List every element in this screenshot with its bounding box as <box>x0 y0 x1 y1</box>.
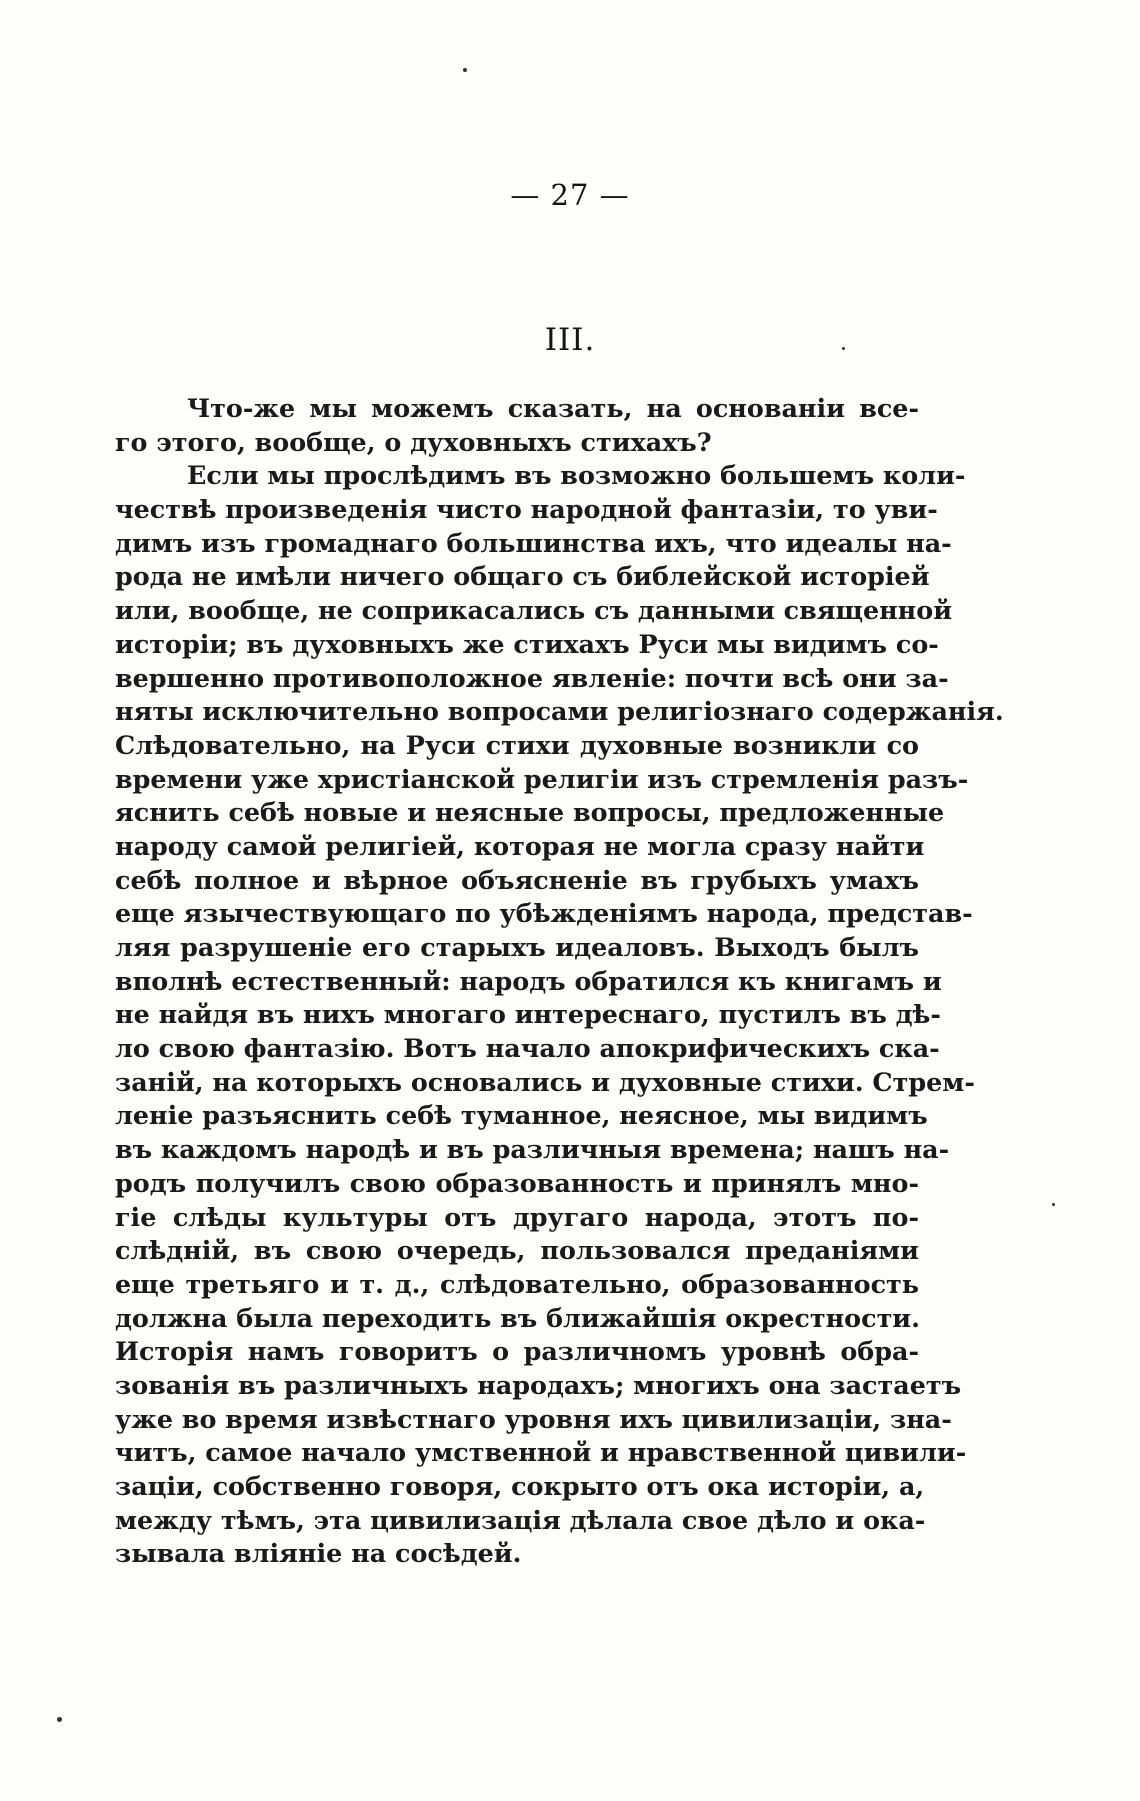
text-line: зывала вліяніе на сосѣдей. <box>115 1538 522 1569</box>
text-line: слѣдній, въ свою очередь, пользовался преданіями <box>115 1235 919 1266</box>
text-line: не найдя въ нихъ многаго интереснаго, пустилъ въ дѣ- <box>115 999 941 1030</box>
text-line: должна была переходить въ ближайшія окрестности. <box>115 1302 920 1333</box>
text-line: леніе разъяснить себѣ туманное, неясное, мы видимъ <box>115 1100 928 1131</box>
text-line: го этого, вообще, о духовныхъ стихахъ? <box>115 426 712 457</box>
scan-speck <box>463 68 467 72</box>
text-line: времени уже христіанской религіи изъ стремленія разъ- <box>115 763 969 794</box>
text-line: зованія въ различныхъ народахъ; многихъ она застаетъ <box>115 1369 962 1400</box>
text-line: Слѣдовательно, на Руси стихи духовные возникли со <box>115 729 919 760</box>
text-line: няты исключительно вопросами религіознаго содержанія. <box>115 696 1004 727</box>
scan-speck <box>1052 1203 1055 1206</box>
text-line: ляя разрушеніе его старыхъ идеаловъ. Выходъ былъ <box>115 932 919 962</box>
text-line: еще язычествующаго по убѣжденіямъ народа, представ- <box>115 898 973 929</box>
section-heading: III. <box>544 322 596 358</box>
text-line: вполнѣ естественный: народъ обратился къ книгамъ и <box>115 965 942 996</box>
text-line: исторіи; въ духовныхъ же стихахъ Руси мы видимъ со- <box>115 628 939 659</box>
text-line: заній, на которыхъ основались и духовные стихи. Стрем- <box>115 1066 975 1097</box>
text-line: Если мы прослѣдимъ въ возможно большемъ коли- <box>187 460 966 491</box>
text-line: гіе слѣды культуры отъ другаго народа, этотъ по- <box>115 1201 919 1232</box>
text-line: или, вообще, не соприкасались съ данными священной <box>115 595 953 626</box>
text-line: еще третьяго и т. д., слѣдовательно, образованность <box>115 1268 919 1299</box>
text-line: чествѣ произведенія чисто народной фантазіи, то уви- <box>115 494 938 525</box>
text-line: въ каждомъ народѣ и въ различныя времена; нашъ на- <box>115 1134 950 1165</box>
text-line: уже во время извѣстнаго уровня ихъ цивилизаціи, зна- <box>115 1403 952 1434</box>
text-line: родъ получилъ свою образованность и принялъ мно- <box>115 1167 919 1198</box>
text-line: заціи, собственно говоря, сокрыто отъ ока исторіи, а, <box>115 1471 925 1501</box>
text-line: ло свою фантазію. Вотъ начало апокрифическихъ ска- <box>115 1033 940 1064</box>
text-line: димъ изъ громаднаго большинства ихъ, что идеалы на- <box>115 527 952 558</box>
text-line: читъ, самое начало умственной и нравственной цивили- <box>115 1437 967 1468</box>
text-line: между тѣмъ, эта цивилизація дѣлала свое дѣло и ока- <box>115 1504 926 1535</box>
text-line: народу самой религіей, которая не могла сразу найти <box>115 830 925 861</box>
text-line: себѣ полное и вѣрное объясненіе въ грубыхъ умахъ <box>115 864 919 895</box>
text-line: Что-же мы можемъ сказать, на основаніи все- <box>187 393 919 423</box>
text-line: Исторія намъ говоритъ о различномъ уровнѣ обра- <box>115 1336 919 1367</box>
text-line: вершенно противоположное явленіе: почти всѣ они за- <box>115 662 949 693</box>
scan-speck <box>57 1717 62 1722</box>
body-text <box>115 392 1004 1571</box>
page-number: — 27 — <box>510 178 630 212</box>
text-line: яснить себѣ новые и неясные вопросы, предложенные <box>115 797 945 828</box>
text-line: рода не имѣли ничего общаго съ библейской исторіей <box>115 561 930 592</box>
